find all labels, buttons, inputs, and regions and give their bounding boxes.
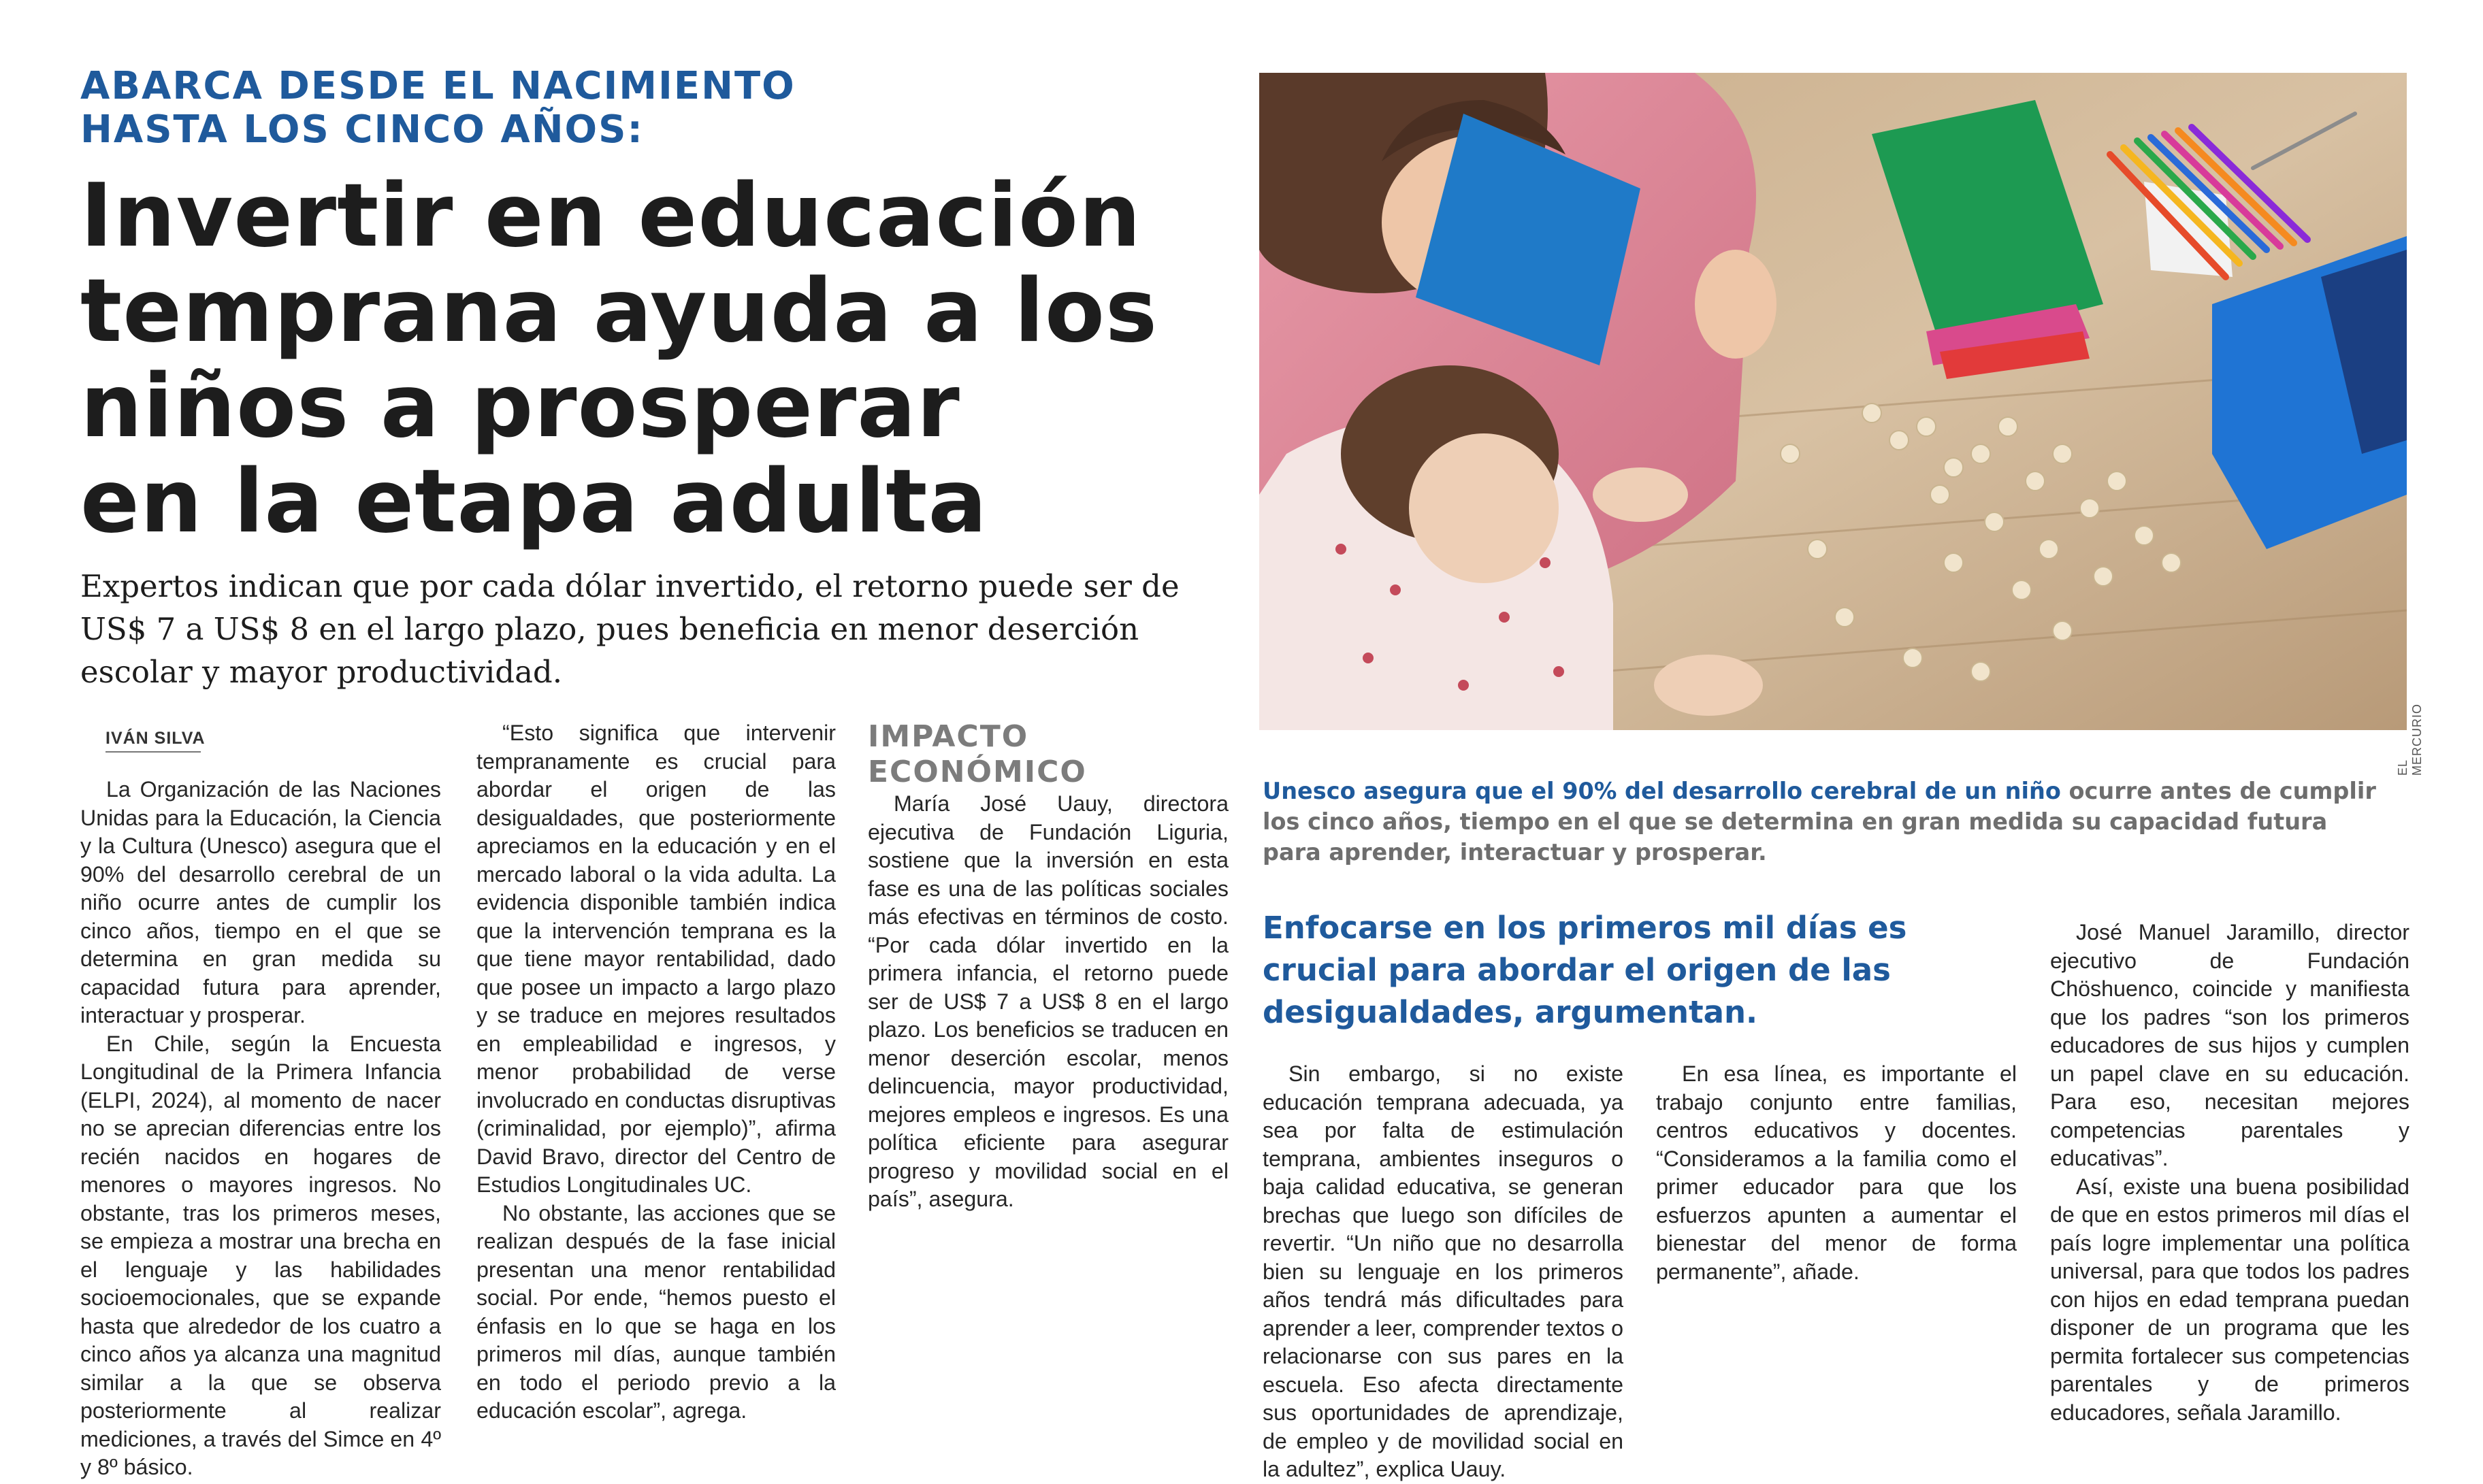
photo-illustration (1259, 73, 2407, 730)
article-paragraph: “Esto significa que intervenir tempranamente es crucial para abordar el origen de las desigualdades, que posteriormente apreciamos en la educación y en el mercado laboral o la vida adulta. La evidencia disponible también indica que la intervención temprana es la que tiene mayor rentabilidad, dado que posee un impacto a largo plazo y se traduce en mejores resultados en empleabilidad e ingresos, y menor probabilidad de verse involucrado en conductas disruptivas (criminalidad, por ejemplo)”, afirma David Bravo, director del Centro de Estudios Longitudinales UC. (476, 721, 836, 1197)
caption-text: ocurre antes de cumplir los cinco años, tiempo en el que se determina en gran medida su capacidad futura para aprender, interactuar y prosperar. (1263, 778, 2376, 865)
article-column-3 (868, 719, 1229, 1214)
article-column-5 (1656, 1060, 2017, 1286)
photo-credit: EL MERCURIO (2396, 704, 2424, 776)
pull-quote: Enfocarse en los primeros mil días es crucial para abordar el origen de las desigualdades, argumentan. (1263, 910, 1907, 1030)
caption-highlight: Unesco asegura que el 90% del desarrollo cerebral de un niño (1263, 778, 2061, 804)
byline: IVÁN SILVA (106, 729, 206, 748)
article-column-2 (476, 719, 836, 1425)
article-column-6 (2050, 919, 2409, 1427)
headline-line: temprana ayuda a los (80, 261, 1158, 362)
subheadline: Expertos indican que por cada dólar invertido, el retorno puede ser de US$ 7 a US$ 8 en el largo plazo, pues beneficia en menor deserción escolar y mayor productividad. (80, 568, 1180, 690)
article-paragraph: En esa línea, es importante el trabajo conjunto entre familias, centros educativos y docentes. “Consideramos a la familia como el primer educador para que los esfuerzos apunten a aumentar el bienestar del menor de forma permanente”, añade. (1656, 1061, 2017, 1284)
headline-line: en la etapa adulta (80, 451, 988, 553)
kicker: ABARCA DESDE EL NACIMIENTO HASTA LOS CINCO AÑOS: (80, 64, 796, 152)
article-paragraph: Así, existe una buena posibilidad de que en estos primeros mil días el país logre implementar una política universal, para que todos los padres con hijos en edad temprana puedan disponer de un programa que les permita fortalecer sus competencias parentales y de primeros educadores, señala Jaramillo. (2050, 1174, 2409, 1425)
article-photo (1259, 73, 2407, 730)
article-paragraph: La Organización de las Naciones Unidas para la Educación, la Ciencia y la Cultura (Unesco) asegura que el 90% del desarrollo cerebral de un niño ocurre antes de cumplir los cinco años, tiempo en el que se determina en gran medida su capacidad futura para aprender, interactuar y prosperar. (80, 777, 441, 1027)
article-paragraph: Sin embargo, si no existe educación temprana adecuada, ya sea por falta de estimulación temprana, ambientes inseguros o baja calidad educativa, se generan brechas que luego son difíciles de revertir. “Un niño que no desarrolla bien su lenguaje en los primeros años tendrá más dificultades para aprender a leer, comprender textos o relacionarse con sus pares en la escuela. Eso afecta directamente sus oportunidades de aprendizaje, de empleo y de movilidad social en la adultez”, explica Uauy. (1263, 1061, 1623, 1481)
article-paragraph: José Manuel Jaramillo, director ejecutivo de Fundación Chöshuenco, coincide y manifiesta que los padres “son los primeros educadores de sus hijos y cumplen un papel clave en su educación. Para eso, necesitan mejores competencias parentales y educativas”. (2050, 920, 2409, 1170)
article-paragraph: María José Uauy, directora ejecutiva de Fundación Liguria, sostiene que la inversión en esta fase es una de las políticas sociales más efectivas en términos de costo. “Por cada dólar invertido en la primera infancia, el retorno puede ser de US$ 7 a US$ 8 en el largo plazo. Los beneficios se traducen en menor deserción escolar, menos delincuencia, mayor productividad, mejores empleos e ingresos. Es una política eficiente para asegurar progreso y movilidad social en el país”, asegura. (868, 791, 1229, 1211)
article-paragraph: En Chile, según la Encuesta Longitudinal de la Primera Infancia (ELPI, 2024), al momento de nacer no se aprecian diferencias entre los recién nacidos en hogares de menores o mayores ingresos. No obstante, tras los primeros meses, se empieza a mostrar una brecha en el lenguaje y las habilidades socioemocionales, que se expande hasta que alrededor de los cuatro a cinco años ya alcanza una magnitud similar a la que se observa posteriormente al realizar mediciones, a través del Simce en 4º y 8º básico. (80, 1031, 441, 1479)
byline-rule (106, 751, 201, 753)
article-column-4 (1263, 1060, 1623, 1484)
headline-line: Invertir en educación (80, 165, 1141, 267)
article-column-1 (80, 776, 441, 1482)
section-title: IMPACTO ECONÓMICO (868, 719, 1087, 789)
article-paragraph: No obstante, las acciones que se realizan después de la fase inicial presentan una menor rentabilidad social. Por ende, “hemos puesto el énfasis en lo que se haga en los primeros mil días, aunque también en todo el periodo previo a la educación escolar”, agrega. (476, 1200, 836, 1423)
headline (80, 165, 1237, 553)
headline-line: niños a prosperar (80, 356, 960, 457)
photo-caption (1263, 776, 2392, 868)
